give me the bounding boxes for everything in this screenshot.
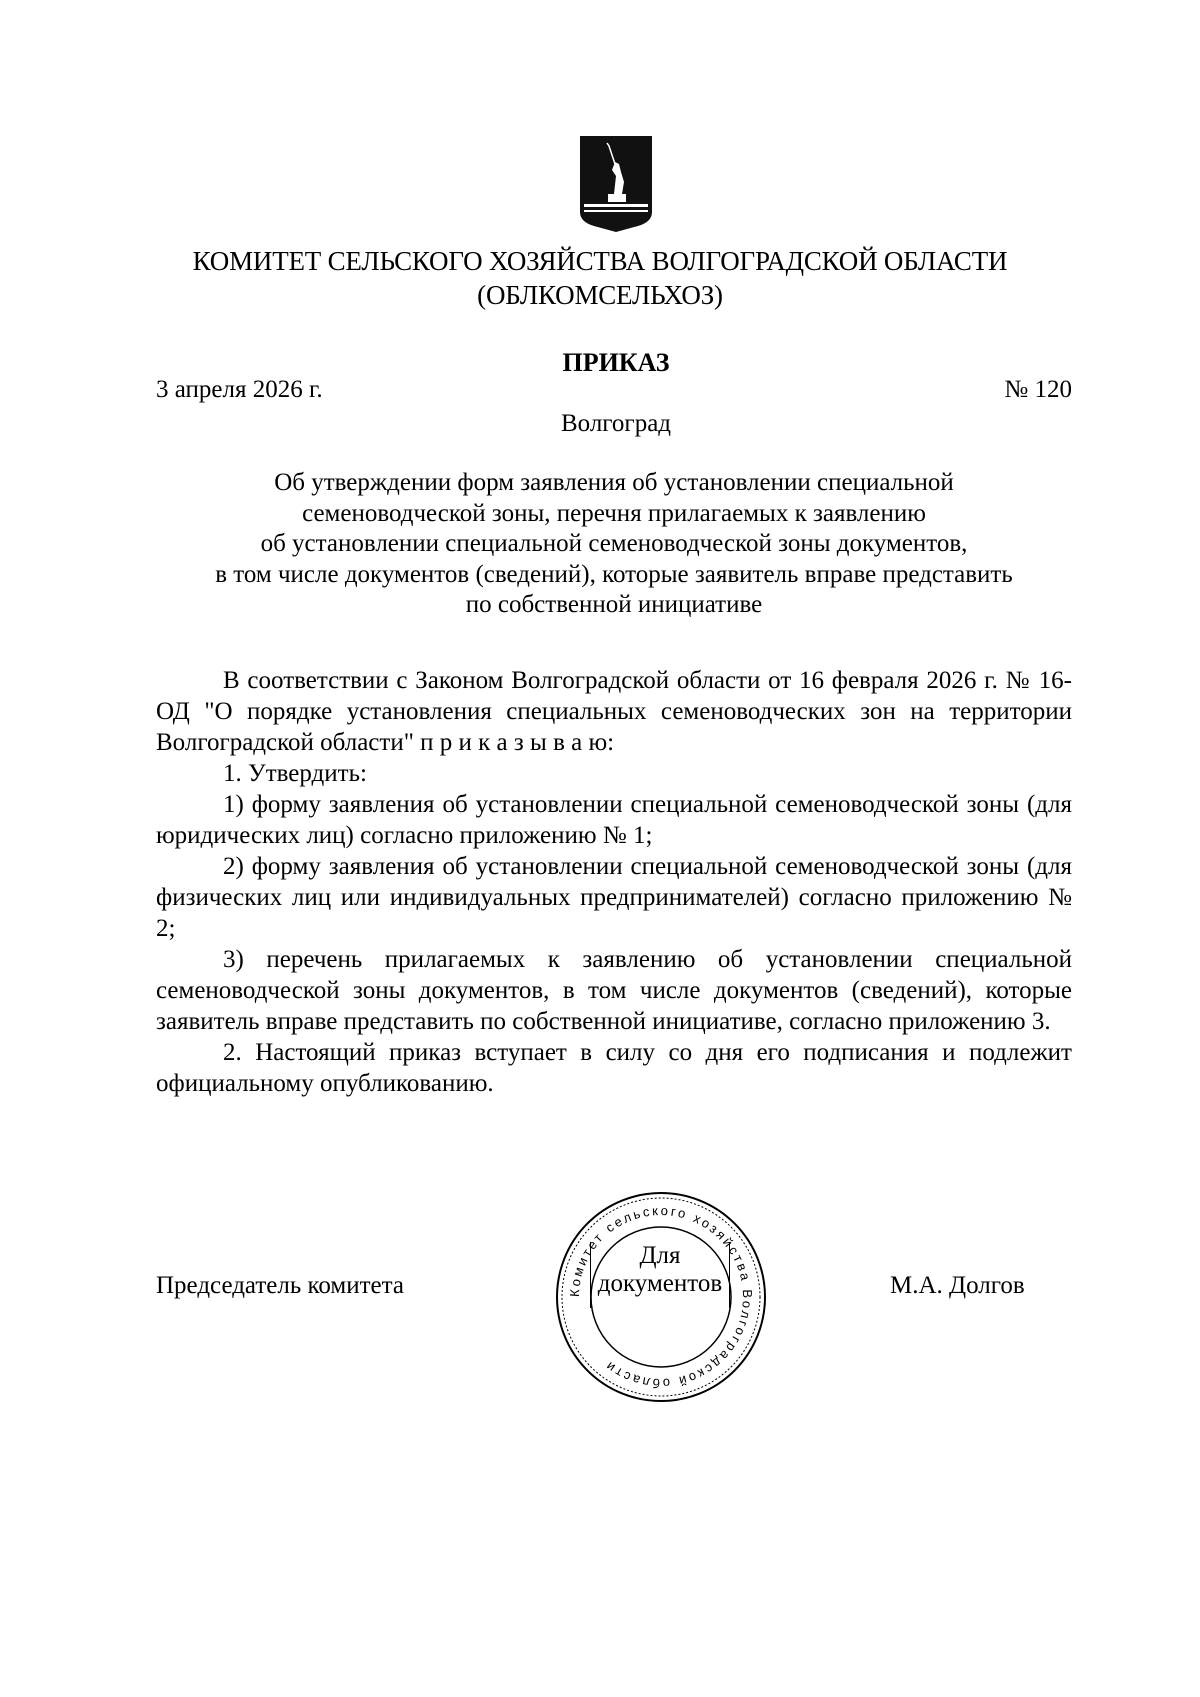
- item-1-3-paragraph: 3) перечень прилагаемых к заявлению об установлении специальной семеноводческой зоны документов, в том числе документов (сведений), которые заявитель вправе представить по собственной инициативе, согласно приложению 3.: [156, 946, 1072, 1035]
- subject-line: об установлении специальной семеноводческой зоны документов,: [260, 530, 968, 557]
- signatory-name: М.А. Долгов: [890, 1272, 1025, 1299]
- document-type: ПРИКАЗ: [562, 348, 670, 377]
- preamble-paragraph: В соответствии с Законом Волгоградской области от 16 февраля 2026 г. № 16-ОД "О порядке установления специальных семеноводческих зон на территории Волгоградской области" п р и к а з ы в а ю:: [156, 667, 1072, 756]
- subject-line: семеноводческой зоны, перечня прилагаемых к заявлению: [302, 499, 926, 527]
- seal-center-text: [590, 1242, 730, 1308]
- item-1-paragraph: 1. Утвердить:: [223, 760, 367, 787]
- seal-center-line: Для: [639, 1242, 681, 1269]
- subject-line: Об утверждении форм заявления об установлении специальной: [274, 469, 954, 496]
- signatory-position: Председатель комитета: [156, 1272, 404, 1299]
- seal-center-line: документов: [597, 1270, 723, 1297]
- item-1-1-paragraph: 1) форму заявления об установлении специальной семеноводческой зоны (для юридических лиц) согласно приложению № 1;: [156, 791, 1072, 849]
- item-1-2-paragraph: 2) форму заявления об установлении специальной семеноводческой зоны (для физических лиц или индивидуальных предпринимателей) согласно приложению № 2;: [156, 853, 1072, 942]
- subject-line: в том числе документов (сведений), которые заявитель вправе представить: [215, 560, 1013, 588]
- document-body: [156, 665, 1072, 1099]
- subject-line: по собственной инициативе: [465, 591, 763, 618]
- seal-ring-text: Комитет сельского хозяйства Волгоградской области: [566, 1202, 756, 1392]
- organization-abbreviation: (ОБЛКОМСЕЛЬХОЗ): [477, 280, 723, 310]
- document-subject: [156, 468, 1072, 621]
- item-2-paragraph: 2. Настоящий приказ вступает в силу со дня его подписания и подлежит официальному опубликованию.: [156, 1039, 1072, 1097]
- coat-of-arms-icon: [578, 134, 654, 234]
- document-city: Волгоград: [560, 410, 672, 437]
- document-date: 3 апреля 2026 г.: [156, 376, 323, 403]
- document-number: № 120: [1004, 376, 1072, 403]
- organization-name: КОМИТЕТ СЕЛЬСКОГО ХОЗЯЙСТВА ВОЛГОГРАДСКОЙ ОБЛАСТИ: [192, 246, 1008, 276]
